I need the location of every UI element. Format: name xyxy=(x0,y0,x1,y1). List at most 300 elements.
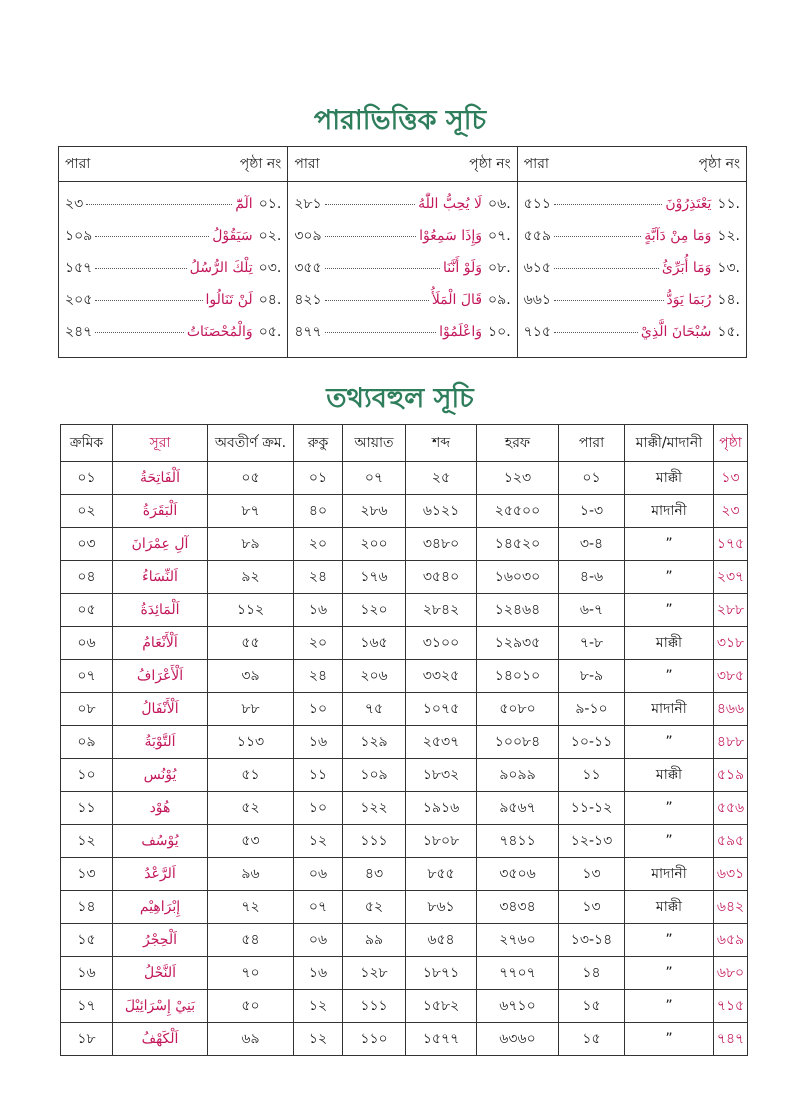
table-cell: ১০ xyxy=(294,693,343,726)
table-cell: ৬৫৪ xyxy=(406,924,477,957)
info-header-cell: আয়াত xyxy=(343,425,406,462)
table-cell: اَلنِّسَاءُ xyxy=(113,561,208,594)
table-cell: ৪-৬ xyxy=(559,561,625,594)
table-cell: ১৬০৩০ xyxy=(477,561,559,594)
para-number: ০৭. xyxy=(488,228,511,244)
table-cell: ৬৩৬০ xyxy=(477,1023,559,1056)
table-cell: ১২৮ xyxy=(343,957,406,990)
table-cell: ৩৯ xyxy=(208,660,294,693)
para-page: ১০৯ xyxy=(65,228,93,244)
para-page: ৪৭৭ xyxy=(294,324,322,340)
info-header-row xyxy=(61,425,748,462)
para-entry xyxy=(294,252,510,284)
para-number: ০৯. xyxy=(488,292,511,308)
table-cell: ৫০৮০ xyxy=(477,693,559,726)
dot-leader xyxy=(554,235,641,237)
para-number: ০৩. xyxy=(258,260,282,276)
para-name: الٓمّٓ xyxy=(235,196,253,212)
table-cell: ১৫৮২ xyxy=(406,990,477,1023)
table-cell: اَلْمَائِدَةُ xyxy=(113,594,208,627)
para-entry xyxy=(524,252,740,284)
table-cell: ” xyxy=(625,792,714,825)
table-cell: ১৩ xyxy=(714,462,748,495)
info-header-cell: পৃষ্ঠা xyxy=(714,425,748,462)
table-cell: মাদানী xyxy=(625,693,714,726)
table-cell: ১২ xyxy=(294,825,343,858)
para-entry xyxy=(524,316,740,348)
table-cell: ২০৬ xyxy=(343,660,406,693)
para-page: ৩৫৫ xyxy=(294,260,322,276)
table-cell: ২৫৫০০ xyxy=(477,495,559,528)
header-page-label: পৃষ্ঠা নং xyxy=(469,156,511,172)
para-index-title: পারাভিত্তিক সূচি xyxy=(313,105,487,136)
header-para-label: পারা xyxy=(523,156,549,172)
table-cell: ১৬ xyxy=(294,957,343,990)
table-cell: ” xyxy=(625,528,714,561)
para-name: وَمَا أُبَرِّئُ xyxy=(661,260,712,276)
para-page: ৩০৯ xyxy=(294,228,322,244)
para-page: ২০৫ xyxy=(65,292,93,308)
table-cell: ১৩ xyxy=(61,858,113,891)
para-entry xyxy=(65,220,281,252)
para-entry xyxy=(294,284,510,316)
para-entry xyxy=(524,284,740,316)
header-para-label: পারা xyxy=(65,156,91,172)
table-cell: ০৬ xyxy=(61,627,113,660)
para-page: ৭১৫ xyxy=(523,324,551,340)
table-cell: ২৫ xyxy=(406,462,477,495)
table-cell: ৩১৮ xyxy=(714,627,748,660)
table-cell: ১০০৮৪ xyxy=(477,726,559,759)
table-cell: ১০ xyxy=(294,792,343,825)
table-cell: ১১ xyxy=(559,759,625,792)
table-cell: ১০-১১ xyxy=(559,726,625,759)
header-page-label: পৃষ্ঠা নং xyxy=(698,156,740,172)
table-cell: ৯২ xyxy=(208,561,294,594)
para-index-table xyxy=(58,146,747,358)
table-cell: ৩১০০ xyxy=(406,627,477,660)
para-number: ০৪. xyxy=(258,292,282,308)
table-cell: ০৯ xyxy=(61,726,113,759)
para-number: ০২. xyxy=(258,228,282,244)
para-name: وَاعْلَمُوْا xyxy=(439,324,483,340)
table-cell: ৯৬ xyxy=(208,858,294,891)
para-entry xyxy=(524,188,740,220)
table-cell: ২৭৬০ xyxy=(477,924,559,957)
table-cell: ৫৯৫ xyxy=(714,825,748,858)
para-page: ৫১১ xyxy=(523,196,551,212)
table-cell: ১৫ xyxy=(61,924,113,957)
info-header-cell: শব্দ xyxy=(406,425,477,462)
dot-leader xyxy=(325,235,416,237)
para-name: رُبَمَا يَوَدُّ xyxy=(666,292,712,308)
table-cell: ৭৫ xyxy=(343,693,406,726)
para-name: سَيَقُوْلُ xyxy=(212,228,253,244)
table-cell: ১২০ xyxy=(343,594,406,627)
table-cell: ১৬ xyxy=(294,726,343,759)
header-para-label: পারা xyxy=(294,156,320,172)
table-cell: ৫৫ xyxy=(208,627,294,660)
dot-leader xyxy=(554,299,664,301)
table-cell: ১২-১৩ xyxy=(559,825,625,858)
table-row xyxy=(61,957,748,990)
para-entry xyxy=(294,188,510,220)
table-cell: ৮-৯ xyxy=(559,660,625,693)
para-index-header-row xyxy=(59,147,747,182)
table-cell: بَنِيْ إِسْرَائِيْلَ xyxy=(113,990,208,1023)
table-cell: ৪০ xyxy=(294,495,343,528)
table-cell: ১৩ xyxy=(559,858,625,891)
para-name: يَعْتَذِرُوْنَ xyxy=(665,196,712,212)
table-cell: ৯৯ xyxy=(343,924,406,957)
table-cell: ” xyxy=(625,1023,714,1056)
table-cell: ৫৩ xyxy=(208,825,294,858)
table-row xyxy=(61,726,748,759)
para-column xyxy=(59,182,288,358)
para-page: ৬৬১ xyxy=(523,292,551,308)
dot-leader xyxy=(325,299,429,301)
info-header-cell: অবতীর্ণ ক্রম. xyxy=(208,425,294,462)
para-name: وَلَوْ أَنَّنَا xyxy=(443,260,483,276)
table-cell: ৩-৪ xyxy=(559,528,625,561)
para-index-header xyxy=(288,147,517,182)
table-cell: ১১৩ xyxy=(208,726,294,759)
table-cell: ৭৪১১ xyxy=(477,825,559,858)
table-cell: ৯-১০ xyxy=(559,693,625,726)
para-name: وَالْمُحْصَنَاتُ xyxy=(186,324,253,340)
table-cell: ২০ xyxy=(294,627,343,660)
table-cell: اَلتَّوْبَةُ xyxy=(113,726,208,759)
table-cell: ৫৫৬ xyxy=(714,792,748,825)
table-cell: মাদানী xyxy=(625,858,714,891)
para-name: سُبْحَانَ الَّذِيْ xyxy=(640,324,712,340)
table-cell: ২০ xyxy=(294,528,343,561)
table-cell: ১১ xyxy=(294,759,343,792)
para-number: ১৪. xyxy=(717,292,740,308)
table-row xyxy=(61,924,748,957)
table-cell: ১৪০১০ xyxy=(477,660,559,693)
table-cell: ৫২ xyxy=(208,792,294,825)
para-entry xyxy=(65,284,281,316)
table-cell: ১৪ xyxy=(559,957,625,990)
table-cell: ৮৬১ xyxy=(406,891,477,924)
info-header-cell: পারা xyxy=(559,425,625,462)
table-cell: ৫০ xyxy=(208,990,294,1023)
table-row xyxy=(61,627,748,660)
table-cell: ০৬ xyxy=(294,924,343,957)
table-cell: ” xyxy=(625,825,714,858)
table-cell: ” xyxy=(625,561,714,594)
table-cell: ১২ xyxy=(294,1023,343,1056)
table-cell: ১২২ xyxy=(343,792,406,825)
table-cell: ০৭ xyxy=(294,891,343,924)
para-column xyxy=(288,182,517,358)
para-page: ২৩ xyxy=(65,196,84,212)
dot-leader xyxy=(95,267,186,269)
table-cell: ১৭৫ xyxy=(714,528,748,561)
table-cell: ১৮ xyxy=(61,1023,113,1056)
table-cell: ১৮৩২ xyxy=(406,759,477,792)
info-header-cell: হরফ xyxy=(477,425,559,462)
table-cell: ৭১৫ xyxy=(714,990,748,1023)
dot-leader xyxy=(95,299,202,301)
table-row xyxy=(61,825,748,858)
table-cell: ১০ xyxy=(61,759,113,792)
table-cell: ১১২ xyxy=(208,594,294,627)
table-cell: ১৯১৬ xyxy=(406,792,477,825)
table-cell: ৪৬৬ xyxy=(714,693,748,726)
table-cell: ২৩ xyxy=(714,495,748,528)
table-cell: ৬৫৯ xyxy=(714,924,748,957)
table-cell: ” xyxy=(625,660,714,693)
table-cell: ১০৭৫ xyxy=(406,693,477,726)
table-row xyxy=(61,891,748,924)
para-entry xyxy=(294,220,510,252)
table-cell: ১১ xyxy=(61,792,113,825)
table-cell: يُوْنُس xyxy=(113,759,208,792)
table-cell: ২৮৬ xyxy=(343,495,406,528)
para-index-body-row xyxy=(59,182,747,358)
table-cell: ১৪ xyxy=(61,891,113,924)
table-cell: ৫১ xyxy=(208,759,294,792)
table-cell: ২৪ xyxy=(294,561,343,594)
table-cell: ১২৩ xyxy=(477,462,559,495)
table-cell: ” xyxy=(625,924,714,957)
table-cell: ৬৭১০ xyxy=(477,990,559,1023)
table-cell: آلِ عِمْرَانَ xyxy=(113,528,208,561)
table-cell: ১৫ xyxy=(559,990,625,1023)
para-page: ২৪৭ xyxy=(65,324,93,340)
table-cell: ১১১ xyxy=(343,825,406,858)
table-cell: ১১১ xyxy=(343,990,406,1023)
table-cell: ৮৭ xyxy=(208,495,294,528)
table-cell: ৩৩২৫ xyxy=(406,660,477,693)
table-cell: هُوْد xyxy=(113,792,208,825)
para-number: ১০. xyxy=(488,324,511,340)
info-header-cell: সূরা xyxy=(113,425,208,462)
table-cell: اَلرَّعْدُ xyxy=(113,858,208,891)
table-cell: ০২ xyxy=(61,495,113,528)
para-entry xyxy=(65,316,281,348)
table-cell: ৭২ xyxy=(208,891,294,924)
para-number: ০৬. xyxy=(488,196,511,212)
table-cell: ৫২ xyxy=(343,891,406,924)
table-row xyxy=(61,660,748,693)
table-cell: ৩৮৫ xyxy=(714,660,748,693)
table-cell: ৭০ xyxy=(208,957,294,990)
table-cell: ১৫ xyxy=(559,1023,625,1056)
table-cell: ১২ xyxy=(294,990,343,1023)
table-cell: ২৩৭ xyxy=(714,561,748,594)
table-cell: ১৬ xyxy=(61,957,113,990)
table-cell: ৬৯ xyxy=(208,1023,294,1056)
para-name: لَا يُحِبُّ اللّٰهُ xyxy=(418,196,482,212)
para-entry xyxy=(65,252,281,284)
para-entry xyxy=(524,220,740,252)
table-cell: اَلنَّحْلُ xyxy=(113,957,208,990)
table-cell: ৪৩ xyxy=(343,858,406,891)
para-entry xyxy=(294,316,510,348)
table-cell: ৬৪২ xyxy=(714,891,748,924)
table-cell: ১০৯ xyxy=(343,759,406,792)
table-row xyxy=(61,561,748,594)
table-cell: ১৩ xyxy=(559,891,625,924)
para-entry xyxy=(65,188,281,220)
table-cell: ১৮৭১ xyxy=(406,957,477,990)
info-index-title: তথ্যবহুল সূচি xyxy=(326,383,474,414)
table-cell: মাক্কী xyxy=(625,759,714,792)
table-cell: ১৫৭৭ xyxy=(406,1023,477,1056)
dot-leader xyxy=(325,203,416,205)
table-cell: ৭৭০৭ xyxy=(477,957,559,990)
table-row xyxy=(61,858,748,891)
table-cell: ৩৪৮০ xyxy=(406,528,477,561)
table-cell: ৪৮৮ xyxy=(714,726,748,759)
table-cell: ১৬৫ xyxy=(343,627,406,660)
table-cell: ১৬ xyxy=(294,594,343,627)
table-cell: ০৩ xyxy=(61,528,113,561)
table-cell: ১৭৬ xyxy=(343,561,406,594)
dot-leader xyxy=(554,267,659,269)
table-cell: ১১০ xyxy=(343,1023,406,1056)
table-cell: ০৭ xyxy=(61,660,113,693)
table-cell: اَلْأَنْفَالُ xyxy=(113,693,208,726)
table-row xyxy=(61,759,748,792)
table-cell: ৬৩১ xyxy=(714,858,748,891)
table-cell: ৬-৭ xyxy=(559,594,625,627)
table-cell: ১৩-১৪ xyxy=(559,924,625,957)
table-cell: ১২ xyxy=(61,825,113,858)
table-cell: ৮৫৫ xyxy=(406,858,477,891)
table-cell: ৫৪ xyxy=(208,924,294,957)
dot-leader xyxy=(325,331,437,333)
table-row xyxy=(61,462,748,495)
table-cell: ৯০৯৯ xyxy=(477,759,559,792)
table-row xyxy=(61,693,748,726)
para-number: ১৫. xyxy=(717,324,740,340)
table-cell: ৩৪৩৪ xyxy=(477,891,559,924)
table-cell: ৮৮ xyxy=(208,693,294,726)
table-cell: ২৫৩৭ xyxy=(406,726,477,759)
table-cell: إِبْرَاهِيْم xyxy=(113,891,208,924)
header-page-label: পৃষ্ঠা নং xyxy=(239,156,282,172)
para-number: ১৩. xyxy=(717,260,740,276)
table-cell: ” xyxy=(625,990,714,1023)
para-name: وَمَا مِنْ دَآبَّةٍ xyxy=(644,228,712,244)
table-cell: ০৬ xyxy=(294,858,343,891)
para-page: ৫৫৯ xyxy=(523,228,551,244)
table-cell: ০৮ xyxy=(61,693,113,726)
table-cell: ১৮০৮ xyxy=(406,825,477,858)
table-cell: ২৮৮ xyxy=(714,594,748,627)
para-name: لَنْ تَنَالُوا xyxy=(205,292,253,308)
para-number: ১২. xyxy=(717,228,740,244)
para-name: تِلْكَ الرُّسُلُ xyxy=(189,260,253,276)
para-number: ০১. xyxy=(258,196,282,212)
table-row xyxy=(61,1023,748,1056)
table-cell: ২৪ xyxy=(294,660,343,693)
para-number: ০৮. xyxy=(488,260,511,276)
table-cell: ১২৪৬৪ xyxy=(477,594,559,627)
table-cell: মাদানী xyxy=(625,495,714,528)
table-cell: ” xyxy=(625,957,714,990)
para-index-header xyxy=(59,147,288,182)
para-page: ৬১৫ xyxy=(523,260,551,276)
table-cell: اَلْحِجْرُ xyxy=(113,924,208,957)
table-row xyxy=(61,594,748,627)
table-cell: ৩৫০৬ xyxy=(477,858,559,891)
para-name: وَإِذَا سَمِعُوْا xyxy=(419,228,482,244)
table-row xyxy=(61,792,748,825)
table-row xyxy=(61,990,748,1023)
para-page: ৪২১ xyxy=(294,292,322,308)
para-index-header xyxy=(517,147,746,182)
table-cell: ৬১২১ xyxy=(406,495,477,528)
info-header-cell: ক্রমিক xyxy=(61,425,113,462)
table-cell: ১৭ xyxy=(61,990,113,1023)
dot-leader xyxy=(554,203,662,205)
table-cell: اَلْأَنْعَامُ xyxy=(113,627,208,660)
table-cell: ১৪৫২০ xyxy=(477,528,559,561)
table-cell: ” xyxy=(625,594,714,627)
table-cell: ১-৩ xyxy=(559,495,625,528)
table-cell: ০৭ xyxy=(343,462,406,495)
table-cell: ৩৫৪০ xyxy=(406,561,477,594)
table-cell: ৭-৮ xyxy=(559,627,625,660)
dot-leader xyxy=(325,267,440,269)
info-header-cell: মাক্কী/মাদানী xyxy=(625,425,714,462)
table-cell: ৬৮০ xyxy=(714,957,748,990)
info-header-cell: রুকু xyxy=(294,425,343,462)
table-cell: ১২৯ xyxy=(343,726,406,759)
table-cell: اَلْأَعْرَافُ xyxy=(113,660,208,693)
table-row xyxy=(61,528,748,561)
table-cell: মাক্কী xyxy=(625,462,714,495)
table-cell: ১১-১২ xyxy=(559,792,625,825)
table-cell: ০১ xyxy=(61,462,113,495)
para-number: ১১. xyxy=(717,196,740,212)
table-cell: মাক্কী xyxy=(625,891,714,924)
para-page: ১৫৭ xyxy=(65,260,93,276)
table-cell: اَلْبَقَرَةُ xyxy=(113,495,208,528)
table-cell: ০৫ xyxy=(208,462,294,495)
table-cell: يُوْسُف xyxy=(113,825,208,858)
table-cell: ২০০ xyxy=(343,528,406,561)
table-cell: ১২৯৩৫ xyxy=(477,627,559,660)
table-cell: ০৫ xyxy=(61,594,113,627)
table-cell: ” xyxy=(625,726,714,759)
table-cell: ০১ xyxy=(294,462,343,495)
table-cell: ৫১৯ xyxy=(714,759,748,792)
table-cell: ৮৯ xyxy=(208,528,294,561)
info-index-table xyxy=(60,424,748,1056)
table-cell: ৭৪৭ xyxy=(714,1023,748,1056)
dot-leader xyxy=(95,331,184,333)
table-cell: ৯৫৬৭ xyxy=(477,792,559,825)
dot-leader xyxy=(86,203,232,205)
para-column xyxy=(517,182,746,358)
table-cell: اَلْكَهْفُ xyxy=(113,1023,208,1056)
para-number: ০৫. xyxy=(258,324,282,340)
dot-leader xyxy=(95,235,209,237)
table-cell: ২৮৪২ xyxy=(406,594,477,627)
table-cell: اَلْفَاتِحَةُ xyxy=(113,462,208,495)
para-page: ২৮১ xyxy=(294,196,322,212)
dot-leader xyxy=(554,331,638,333)
table-cell: ০৪ xyxy=(61,561,113,594)
para-name: قَالَ الْمَلَأُ xyxy=(431,292,483,308)
table-cell: মাক্কী xyxy=(625,627,714,660)
